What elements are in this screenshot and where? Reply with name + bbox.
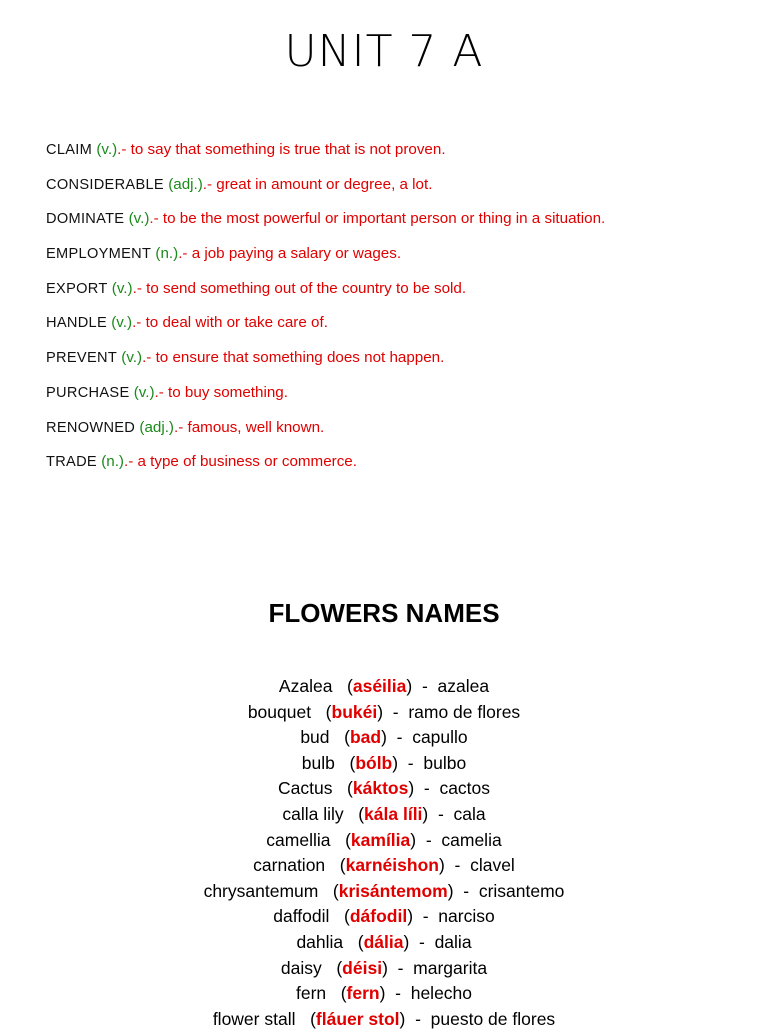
- flowers-section-title: FLOWERS NAMES: [268, 598, 500, 628]
- flower-row: bud (bad) - capullo: [300, 727, 468, 748]
- flower-name: calla lily: [282, 803, 344, 824]
- flower-pronunciation: káktos: [352, 778, 409, 799]
- flower-spanish: cactos: [439, 778, 491, 799]
- vocab-word: PREVENT: [46, 350, 118, 367]
- flower-row: carnation (karnéishon) - clavel: [253, 855, 515, 876]
- vocab-part-of-speech: (v.): [133, 383, 155, 401]
- flower-spanish: capullo: [412, 727, 468, 748]
- vocab-separator: .-: [178, 245, 192, 263]
- flower-row: chrysantemum (krisántemom) - crisantemo: [203, 880, 565, 901]
- vocab-definition: great in amount or degree, a lot.: [216, 175, 433, 193]
- vocab-word: TRADE: [46, 454, 97, 471]
- flower-pronunciation: aséilia: [352, 676, 407, 696]
- flower-name: chrysantemum: [203, 880, 319, 901]
- vocab-definition: to be the most powerful or important person or thing in a situation.: [162, 210, 606, 228]
- flower-pronunciation: bukéi: [331, 701, 378, 722]
- vocab-part-of-speech: (adj.): [139, 418, 174, 436]
- vocab-definition: to say that something is true that is not proven.: [130, 141, 446, 158]
- flower-spanish: puesto de flores: [430, 1008, 556, 1029]
- vocab-separator: .-: [117, 141, 131, 158]
- flower-name: bulb: [301, 752, 335, 773]
- flower-pronunciation: bólb: [355, 752, 393, 773]
- vocab-part-of-speech: (adj.): [168, 175, 203, 193]
- vocab-separator: .-: [174, 418, 188, 436]
- vocab-word: HANDLE: [46, 315, 108, 332]
- vocab-row: [46, 311, 756, 346]
- flower-row: flower stall (fláuer stol) - puesto de flores: [212, 1008, 556, 1029]
- flower-spanish: narciso: [438, 906, 495, 927]
- flower-name: flower stall: [212, 1008, 296, 1029]
- flower-pronunciation: dália: [363, 931, 404, 952]
- vocab-definition: to deal with or take care of.: [145, 314, 328, 332]
- flower-row: dahlia (dália) - dalia: [296, 931, 472, 952]
- flower-name: daffodil: [273, 906, 330, 927]
- flower-spanish: camelia: [441, 829, 502, 850]
- vocab-row: [46, 242, 756, 277]
- vocab-part-of-speech: (v.): [121, 349, 143, 367]
- vocab-separator: .-: [154, 383, 169, 401]
- vocab-separator: .-: [142, 349, 156, 367]
- flower-spanish: dalia: [434, 931, 472, 952]
- flower-pronunciation: kamília: [350, 829, 411, 850]
- vocab-row: [46, 381, 756, 416]
- flower-spanish: helecho: [410, 983, 473, 1004]
- vocab-part-of-speech: (n.): [101, 453, 124, 471]
- vocab-separator: .-: [202, 175, 217, 193]
- vocab-row: [46, 450, 756, 485]
- flower-name: bud: [300, 727, 330, 748]
- vocab-part-of-speech: (n.): [155, 245, 179, 263]
- vocab-definition: a type of business or commerce.: [137, 453, 357, 471]
- flower-row: daffodil (dáfodil) - narciso: [273, 906, 495, 927]
- flower-row: Azalea (aséilia) - azalea: [278, 676, 490, 696]
- vocab-row: [46, 173, 756, 208]
- vocab-word: RENOWNED: [46, 419, 136, 436]
- flower-pronunciation: krisántemom: [338, 880, 448, 901]
- page-title: UNIT 7 A: [284, 26, 484, 77]
- vocab-word: CLAIM: [46, 142, 93, 158]
- vocab-row: [46, 346, 756, 381]
- flower-name: Cactus: [277, 778, 333, 799]
- vocabulary-list: [46, 138, 756, 485]
- vocab-part-of-speech: (v.): [111, 314, 133, 332]
- flower-name: daisy: [280, 957, 322, 978]
- flower-pronunciation: bad: [349, 727, 382, 748]
- vocab-part-of-speech: (v.): [111, 279, 133, 297]
- flower-spanish: azalea: [437, 676, 490, 696]
- vocab-word: DOMINATE: [46, 211, 125, 228]
- flower-name: dahlia: [296, 931, 344, 952]
- vocab-row: [46, 416, 756, 451]
- vocab-word: PURCHASE: [46, 384, 130, 401]
- vocab-row: [46, 277, 756, 312]
- flower-name: camellia: [266, 829, 331, 850]
- vocab-definition: to send something out of the country to be sold.: [146, 279, 467, 297]
- flowers-list: [0, 674, 768, 1032]
- flower-row: bulb (bólb) - bulbo: [301, 752, 467, 773]
- vocab-definition: to buy something.: [168, 383, 288, 401]
- vocab-separator: .-: [132, 314, 146, 332]
- vocab-separator: .-: [149, 210, 163, 228]
- vocab-word: EMPLOYMENT: [46, 246, 152, 263]
- flower-spanish: crisantemo: [478, 880, 565, 901]
- vocab-word: CONSIDERABLE: [46, 176, 164, 193]
- flower-spanish: ramo de flores: [408, 701, 521, 722]
- flower-name: Azalea: [278, 676, 333, 696]
- flower-spanish: bulbo: [423, 752, 467, 773]
- flower-row: camellia (kamília) - camelia: [266, 829, 502, 850]
- flower-spanish: cala: [453, 803, 486, 824]
- flower-row: fern (fern) - helecho: [295, 983, 473, 1004]
- flower-pronunciation: déisi: [342, 957, 383, 978]
- vocab-separator: .-: [132, 279, 147, 297]
- flower-spanish: margarita: [413, 957, 488, 978]
- vocab-definition: to ensure that something does not happen.: [155, 349, 445, 367]
- vocab-word: EXPORT: [46, 280, 108, 297]
- flower-pronunciation: karnéishon: [345, 855, 439, 876]
- flower-row: calla lily (kála líli) - cala: [282, 803, 486, 824]
- vocab-part-of-speech: (v.): [128, 210, 150, 228]
- vocab-part-of-speech: (v.): [96, 141, 118, 158]
- flower-pronunciation: fern: [346, 983, 380, 1004]
- flower-name: bouquet: [247, 701, 312, 722]
- vocab-separator: .-: [123, 453, 138, 471]
- vocab-definition: a job paying a salary or wages.: [191, 245, 402, 263]
- flower-spanish: clavel: [470, 855, 515, 876]
- flower-pronunciation: dáfodil: [349, 906, 408, 927]
- vocab-definition: famous, well known.: [187, 418, 325, 436]
- flower-name: carnation: [253, 855, 326, 876]
- flower-name: fern: [295, 983, 327, 1004]
- flower-row: bouquet (bukéi) - ramo de flores: [247, 701, 521, 722]
- vocab-row: [46, 138, 756, 173]
- flower-pronunciation: kála líli: [364, 803, 423, 824]
- flower-pronunciation: fláuer stol: [315, 1008, 400, 1029]
- flower-row: Cactus (káktos) - cactos: [277, 778, 491, 799]
- vocab-row: [46, 207, 756, 242]
- flower-row: daisy (déisi) - margarita: [280, 957, 488, 978]
